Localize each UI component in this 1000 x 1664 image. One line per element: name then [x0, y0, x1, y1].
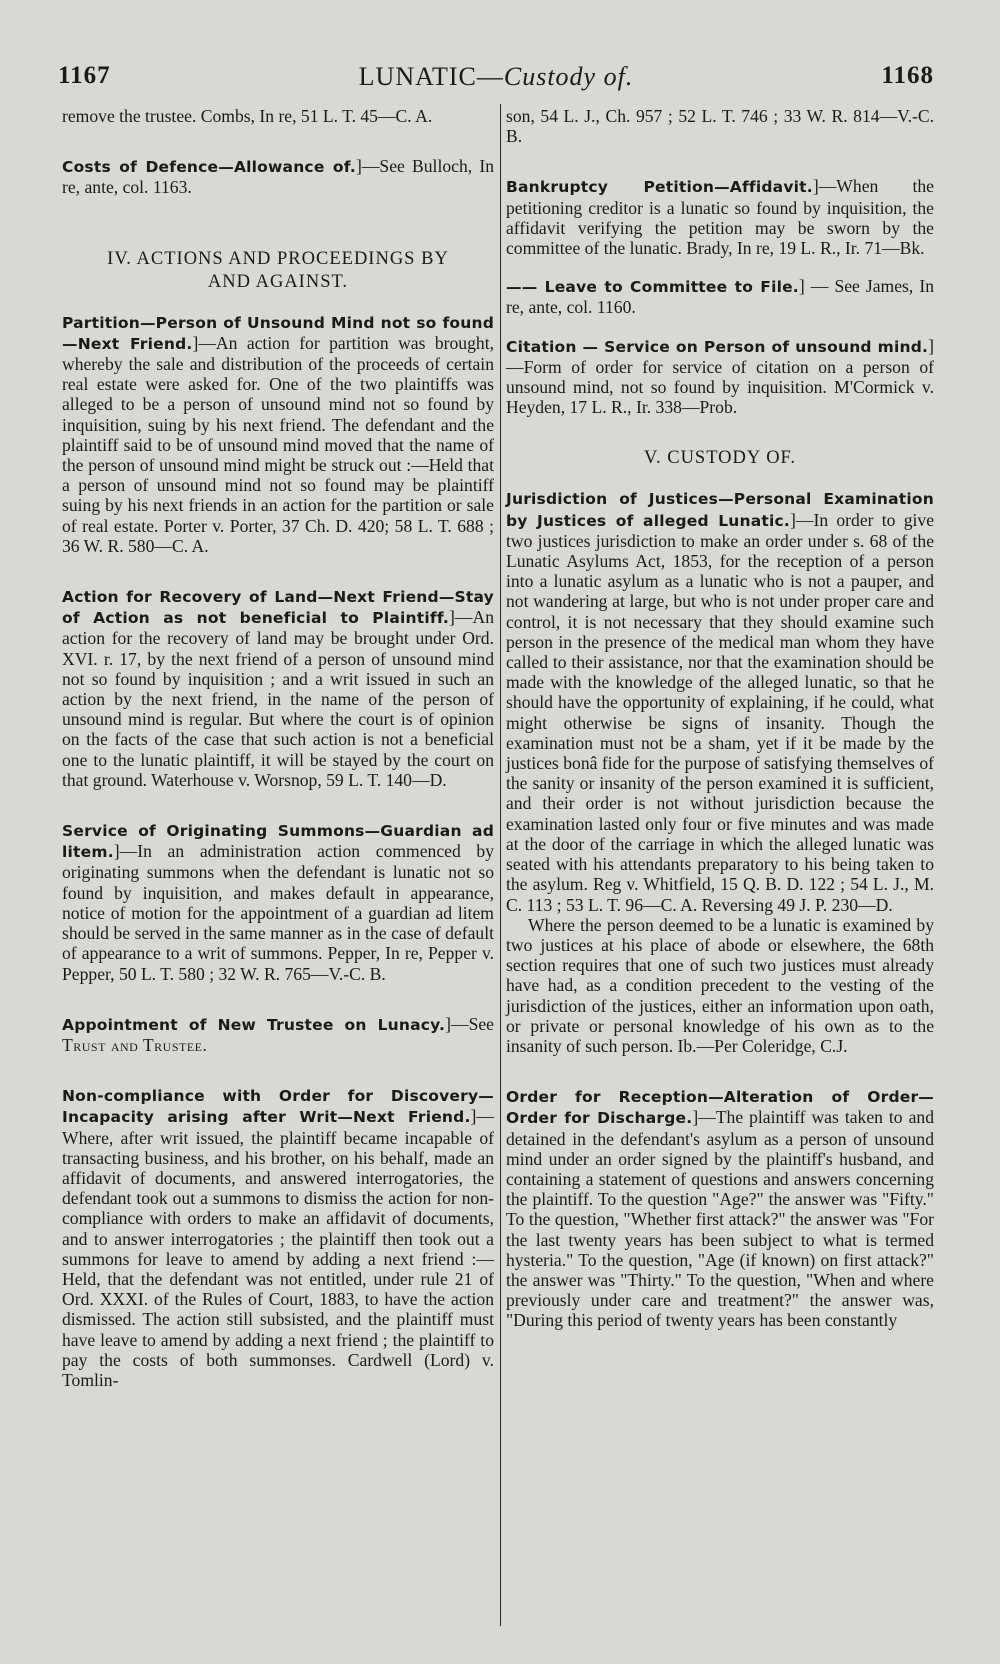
entry-jurisdiction-of-justices — [506, 488, 934, 914]
page-number-left: 1167 — [58, 62, 111, 89]
entry-heading: Action for Recovery of Land—Next Friend—Stay of Action as not beneficial to Plaintiff. — [62, 588, 494, 628]
entry-body: ]—The plaintiff was taken to and detained in the defendant's asylum as a person of unsound mind under an order signed by the plaintiff's husband, and containing a statement of questions and answers concerning the plaintiff. To the question "Age?" the answer was "Fifty." To the question, "Whether first attack?" the answer was "For the last twenty years has been subject to what is termed hysteria." To the question, "Age (if known) on first attack?" the answer was "Thirty." To the question, "When and where previously under care and treatment?" the answer was, "During this period of twenty years has been constantly — [506, 1107, 934, 1331]
entry-body: ]—See — [445, 1013, 494, 1034]
entry-body: ]—When the petitioning creditor is a lunatic so found by inquisition, the affidavit verifying the petition may be sworn by the committee of the lunatic. Brady, In re, 19 L. R., Ir. 71—Bk. — [506, 176, 934, 259]
entry-body: ]—In order to give two justices jurisdiction to make an order under s. 68 of the Lunatic Asylums Act, 1853, for the reception of a person into a lunatic asylum as a lunatic who is not a pauper, and not wandering at large, but who is not under proper care and control, it is not necessary that they should examine such person in the presence of the medical man whom they have called to their assistance, nor that the examination should be made with the knowledge of the alleged lunatic, so that he should have the opportunity of explaining, if he could, what might otherwise be signs of insanity. Though the examination must not be a sham, yet if it be made by the justices bonâ fide for the purpose of satisfying themselves of the sanity or insanity of the person examined it is sufficient, and their order is not without jurisdiction because the examination lasted only four or five minutes and was made at the door of the carriage in which the alleged lunatic was seated with his attendants preparatory to his being taken to the asylum. Reg v. Whitfield, 15 Q. B. D. 122 ; 54 L. J., M. C. 113 ; 53 L. T. 96—C. A. Reversing 49 J. P. 230—D. — [506, 509, 935, 915]
entry-heading: Costs of Defence—Allowance of. — [62, 158, 356, 177]
entry-citation — [506, 336, 934, 418]
entry-heading: Order for Reception—Alteration of Order—Order for Discharge. — [506, 1088, 934, 1128]
entry-non-compliance — [62, 1085, 494, 1390]
entry-new-trustee — [62, 1014, 494, 1055]
section-heading-line: IV. ACTIONS AND PROCEEDINGS BY — [107, 248, 449, 269]
continued-entry: remove the trustee. Combs, In re, 51 L. T. 45—C. A. — [62, 106, 433, 126]
entry-heading: Citation — Service on Person of unsound mind. — [506, 337, 929, 356]
entry-body: ]—An action for partition was brought, whereby the sale and distribution of the proceeds of certain real estate were asked for. One of the two plaintiffs was alleged to be a person of unsound mind not so found by inquisition, suing by his next friend. The defendant and the plaintiff said to be of unsound mind moved that the name of the person of unsound mind might be struck out :—Held that a person of unsound mind not so found may be plaintiff suing by his next friends in an action for the partition or sale of real estate. Porter v. Porter, 37 Ch. D. 420; 58 L. T. 688 ; 36 W. R. 580—C. A. — [62, 332, 494, 556]
entry-order-for-reception — [506, 1086, 934, 1330]
entry-continuation: Where the person deemed to be a lunatic is examined by two justices at his place of abode or elsewhere, the 68th section requires that one of such two justices must already have had, as a condition precedent to the vesting of the jurisdiction of the justices, either an information upon oath, or private or personal knowledge of his own as to the insanity of such person. Ib.—Per Coleridge, C.J. — [506, 914, 934, 1056]
entry-recovery-of-land — [62, 586, 494, 790]
entry-heading: Non-compliance with Order for Discovery—Incapacity arising after Writ—Next Friend. — [62, 1087, 494, 1127]
continued-entry: son, 54 L. J., Ch. 957 ; 52 L. T. 746 ; 33 W. R. 814—V.-C. B. — [506, 106, 934, 147]
entry-body: ]—Where, after writ issued, the plaintiff became incapable of transacting business, and his brother, on his behalf, made an affidavit of documents, and answered interrogatories, the defendant took out a summons to dismiss the action for non-compliance with orders to make an affidavit of documents, and to answer interrogatories ; the plaintiff then took out a summons for leave to amend by adding a next friend :—Held, that the defendant was not entitled, under rule 21 of Ord. XXXI. of the Rules of Court, 1883, to have the action dismissed. The action still subsisted, and the plaintiff must have leave to amend by adding a next friend ; the plaintiff to pay the costs of both summonses. Cardwell (Lord) v. Tomlin- — [62, 1106, 494, 1390]
column-divider — [500, 104, 501, 1626]
section-heading-line: AND AGAINST. — [207, 271, 349, 292]
entry-heading: —— Leave to Committee to File. — [506, 278, 799, 297]
right-column — [506, 106, 934, 1331]
running-title-main: LUNATIC— — [358, 62, 504, 91]
cross-reference: Trust and Trustee. — [62, 1034, 208, 1055]
entry-heading: Partition—Person of Unsound Mind not so found—Next Friend. — [62, 313, 494, 353]
entry-body: ]—An action for the recovery of land may be brought under Ord. XVI. r. 17, by the next friend of a person of unsound mind not so found by inquisition ; and a writ issued in such an action by the next friend, in the name of the person of unsound mind is regular. But where the court is of opinion on the facts of the case that such action is not a beneficial one to the lunatic plaintiff, it will be stayed by the court on that ground. Waterhouse v. Worsnop, 59 L. T. 140—D. — [62, 607, 494, 790]
entry-bankruptcy-petition — [506, 176, 934, 258]
entry-body: ]—Form of order for service of citation on a person of unsound mind, not so found by inquisition. M'Cormick v. Heyden, 17 L. R., Ir. 338—Prob. — [506, 335, 934, 418]
entry-body: ]—See Bulloch, In re, ante, col. 1163. — [62, 156, 494, 198]
section-heading-iv — [62, 248, 494, 294]
entry-body: ]—In an administration action commenced by originating summons when the defendant is lunatic not so found by inquisition, and makes default in appearance, notice of motion for the appointment of a guardian ad litem should be served in the same manner as in the case of default of appearance to a writ of summons. Pepper, In re, Pepper v. Pepper, 50 L. T. 580 ; 32 W. R. 765—V.-C. B. — [62, 841, 494, 984]
running-title — [58, 62, 934, 92]
section-heading-v: V. CUSTODY OF. — [644, 448, 796, 469]
running-title-italic: Custody of. — [503, 62, 634, 91]
entry-heading: Bankruptcy Petition—Affidavit. — [506, 178, 813, 197]
left-column — [62, 106, 494, 1390]
entry-body: ] — See James, In re, ante, col. 1160. — [506, 276, 934, 318]
entry-heading: Service of Originating Summons—Guardian ad litem. — [62, 822, 494, 862]
running-head — [58, 62, 934, 102]
entry-heading: Jurisdiction of Justices—Personal Examination by Justices of alleged Lunatic. — [506, 490, 934, 530]
entry-leave-to-committee — [506, 276, 934, 317]
page-number-right: 1168 — [881, 62, 934, 89]
entry-heading: Appointment of New Trustee on Lunacy. — [62, 1015, 446, 1034]
entry-partition — [62, 312, 494, 556]
entry-costs-of-defence — [62, 156, 494, 197]
entry-originating-summons — [62, 820, 494, 984]
